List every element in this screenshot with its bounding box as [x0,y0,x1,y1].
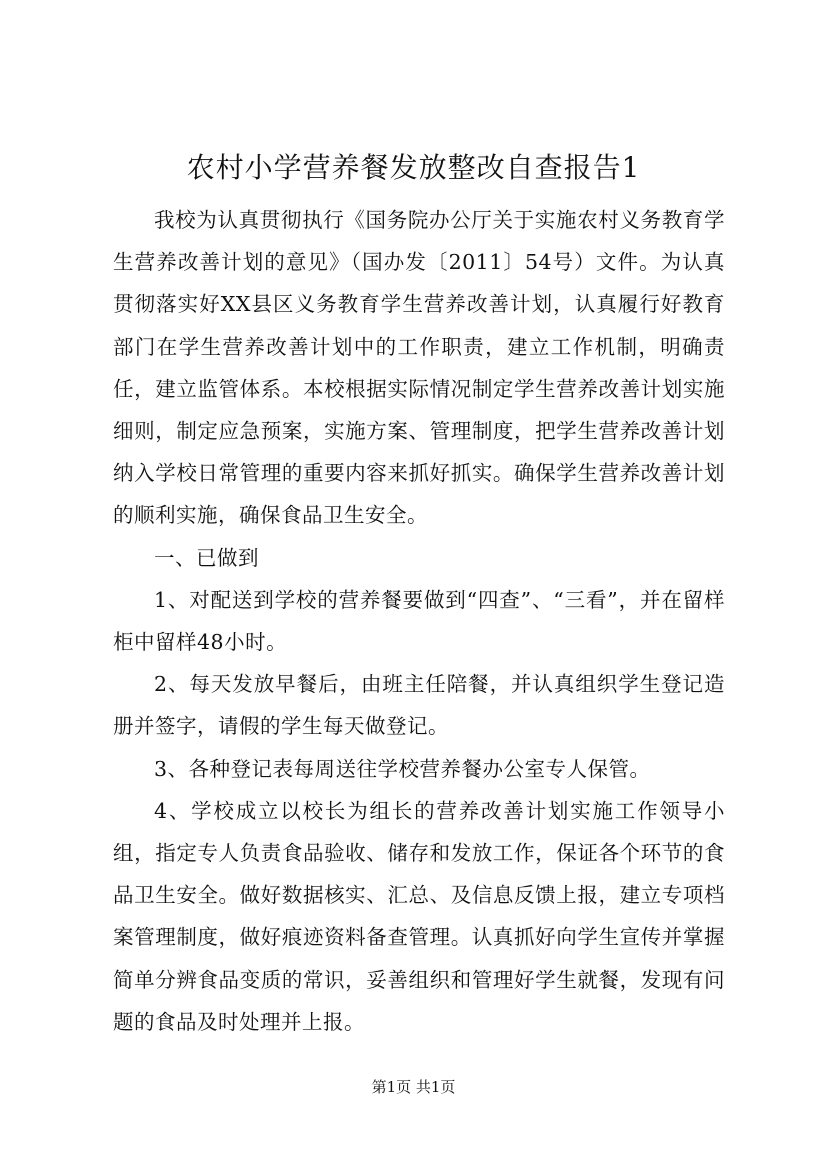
paragraph-item-2: 2、每天发放早餐后，由班主任陪餐，并认真组织学生登记造册并签字，请假的学生每天做登记。 [113,672,725,739]
page-footer: 第1页 共1页 [371,1078,456,1096]
paragraph-item-4: 4、学校成立以校长为组长的营养改善计划实施工作领导小组，指定专人负责食品验收、储存和发放工作，保证各个环节的食品卫生安全。做好数据核实、汇总、及信息反馈上报，建立专项档案管理制度，做好痕迹资料备查管理。认真抓好向学生宣传并掌握简单分辨食品变质的常识，妥善组织和管理好学生就餐，发现有问题的食品及时处理并上报。 [113,798,725,1034]
section-heading-done: 一、已做到 [154,545,259,570]
paragraph-intro: 我校为认真贯彻执行《国务院办公厅关于实施农村义务教育学生营养改善计划的意见》（国办发〔2011〕54号）文件。为认真贯彻落实好XX县区义务教育学生营养改善计划，认真履行好教育部门在学生营养改善计划中的工作职责，建立工作机制，明确责任，建立监管体系。本校根据实际情况制定学生营养改善计划实施细则，制定应急预案，实施方案、管理制度，把学生营养改善计划纳入学校日常管理的重要内容来抓好抓实。确保学生营养改善计划的顺利实施，确保食品卫生安全。 [113,208,725,528]
document-title: 农村小学营养餐发放整改自查报告1 [186,151,641,184]
paragraph-item-1: 1、对配送到学校的营养餐要做到“四查”、“三看”，并在留样柜中留样48小时。 [113,587,725,655]
paragraph-item-3: 3、各种登记表每周送往学校营养餐办公室专人保管。 [154,756,651,781]
document-body [113,199,725,1043]
